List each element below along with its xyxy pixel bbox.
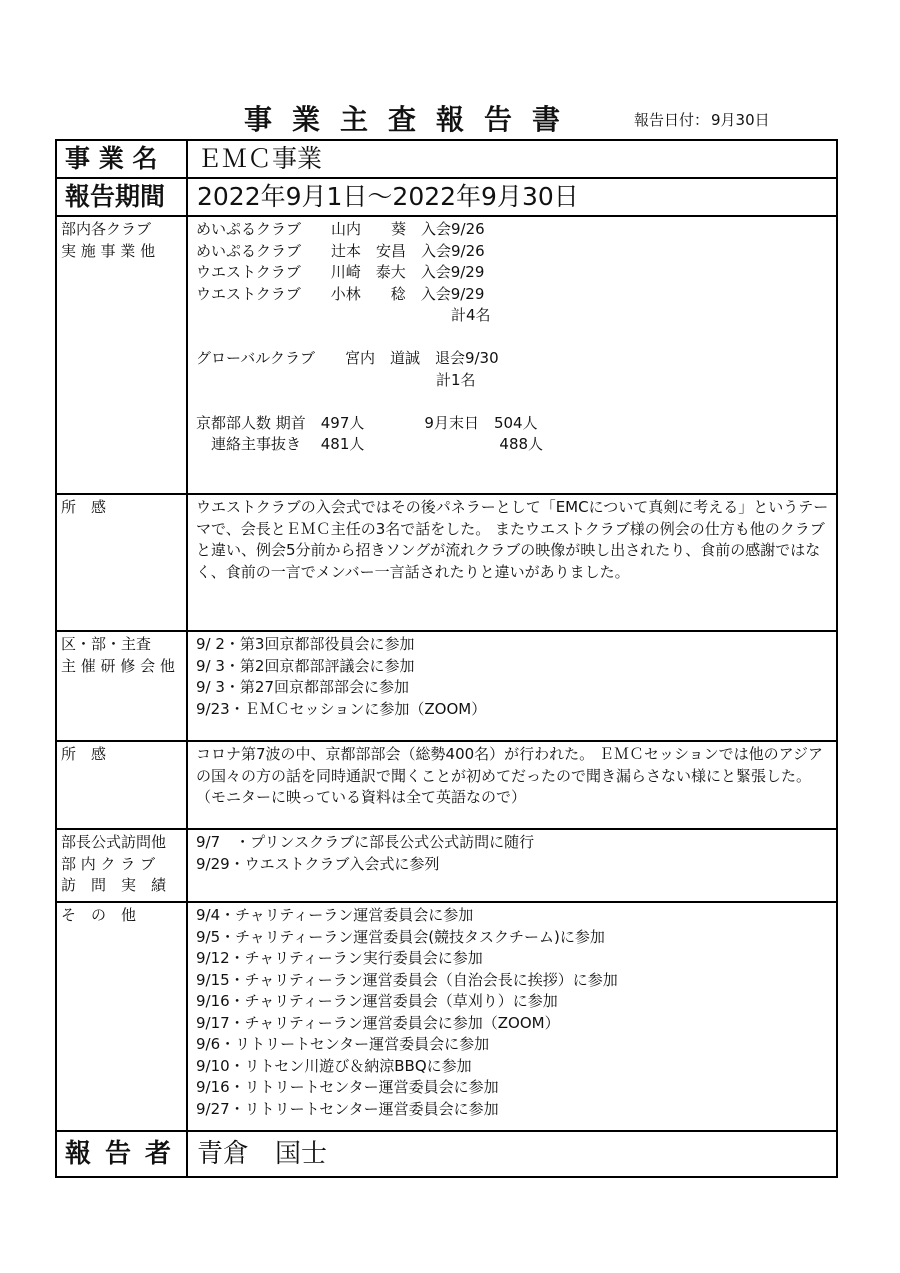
text-line: 9/6・リトリートセンター運営委員会に参加: [196, 1035, 490, 1053]
row-reporter: [56, 1131, 837, 1177]
period-label: 報告期間: [56, 178, 187, 216]
row-other: [56, 902, 837, 1131]
club-events-content: [187, 216, 837, 494]
row-impression-1: [56, 494, 837, 631]
label-line: 部長公式訪問他: [61, 833, 167, 851]
text-line: 9/15・チャリティーラン運営委員会（自治会長に挨拶）に参加: [196, 970, 618, 989]
text-line: 9/27・リトリートセンター運営委員会に参加: [196, 1099, 499, 1118]
text-line: グローバルクラブ 宮内 道誠 退会9/30: [196, 349, 499, 367]
training-content: [187, 631, 837, 741]
text-line: 9/16・チャリティーラン運営委員会（草刈り）に参加: [196, 992, 558, 1010]
text-line: めいぷるクラブ 辻本 安昌 入会9/26: [196, 241, 485, 260]
training-label: [56, 631, 187, 741]
text-line: 9/12・チャリティーラン実行委員会に参加: [196, 949, 483, 967]
report-table: [55, 139, 838, 1178]
label-line: 所 感: [61, 745, 107, 763]
label-line: 部内各クラブ: [61, 220, 152, 238]
period-value: 2022年9月1日～2022年9月30日: [187, 178, 837, 216]
label-line: 訪 問 実 績: [61, 876, 167, 894]
row-visits: [56, 829, 837, 902]
text-line: 9/29・ウエストクラブ入会式に参列: [196, 854, 440, 873]
text-line: 連絡主事抜き 481人 488人: [196, 435, 544, 453]
visits-content: [187, 829, 837, 902]
row-club-events: [56, 216, 837, 494]
text-line: 9/7 ・プリンスクラブに部長公式公式訪問に随行: [196, 833, 535, 851]
report-date: [632, 109, 770, 130]
text-line: 9/ 2・第3回京都部役員会に参加: [196, 635, 415, 653]
impression-1-label: [56, 494, 187, 631]
text-line: ウエストクラブ 川崎 泰大 入会9/29: [196, 263, 485, 281]
text-line: [196, 327, 830, 349]
document-title: 事業主査報告書: [244, 103, 581, 136]
impression-1-content: [187, 494, 837, 631]
impression-2-label: [56, 741, 187, 829]
text-line: ウエストクラブ 小林 稔 入会9/29: [196, 284, 485, 303]
report-date-label: 報告日付：: [634, 111, 710, 129]
text-line: 9/16・リトリートセンター運営委員会に参加: [196, 1078, 499, 1096]
reporter-label: 報告者: [56, 1131, 187, 1177]
text-line: 9/17・チャリティーラン運営委員会に参加（ZOOM）: [196, 1013, 560, 1032]
text-line: 9/ 3・第27回京都部部会に参加: [196, 678, 409, 696]
row-period: [56, 178, 837, 216]
label-line: そ の 他: [61, 906, 137, 924]
impression-1-text: ウエストクラブの入会式ではその後パネラーとして「EMCについて真剣に考える」というテーマで、会長とＥＭＣ主任の3名で話をした。 またウエストクラブ様の例会の仕方も他のクラブと違い、例会5分前から招きソングが流れクラブの映像が映し出されたり、食前の感謝ではなく、食前の一言でメンバー一言話されたりと違いがありました。: [196, 498, 829, 581]
row-impression-2: [56, 741, 837, 829]
text-line: 9/4・チャリティーラン運営委員会に参加: [196, 906, 474, 924]
label-line: 実 施 事 業 他: [61, 241, 156, 260]
label-line: 部 内 ク ラ ブ: [61, 854, 156, 873]
text-line: 9/23・ＥＭＣセッションに参加（ZOOM）: [196, 699, 487, 718]
project-value: ＥＭＣ事業: [187, 140, 837, 178]
text-line: 9/10・リトセン川遊び＆納涼BBQに参加: [196, 1056, 472, 1075]
text-line: 計4名: [196, 306, 491, 324]
impression-2-content: [187, 741, 837, 829]
reporter-name: 青倉 国士: [187, 1131, 837, 1177]
impression-2-text: コロナ第7波の中、京都部部会（総勢400名）が行われた。 ＥＭＣセッションでは他のアジアの国々の方の話を同時通訳で聞くことが初めてだったので聞き漏らさない様にと緊張した。（モニターに映っている資料は全て英語なので）: [196, 745, 824, 806]
text-line: 9/5・チャリティーラン運営委員会(競技タスクチーム)に参加: [196, 927, 605, 946]
text-line: めいぷるクラブ 山内 葵 入会9/26: [196, 220, 485, 238]
label-line: 区・部・主査: [61, 635, 152, 653]
text-line: 計1名: [196, 370, 476, 389]
text-line: 京都部人数 期首 497人 9月末日 504人: [196, 413, 538, 432]
text-line: [196, 391, 830, 413]
other-label: [56, 902, 187, 1131]
report-date-value: 9月30日: [711, 111, 770, 129]
label-line: 主 催 研 修 会 他: [61, 656, 175, 675]
club-events-label: [56, 216, 187, 494]
label-line: 所 感: [61, 498, 107, 516]
other-content: [187, 902, 837, 1131]
row-training: [56, 631, 837, 741]
text-line: 9/ 3・第2回京都部評議会に参加: [196, 656, 415, 675]
row-project: [56, 140, 837, 178]
project-label: 事 業 名: [56, 140, 187, 178]
visits-label: [56, 829, 187, 902]
